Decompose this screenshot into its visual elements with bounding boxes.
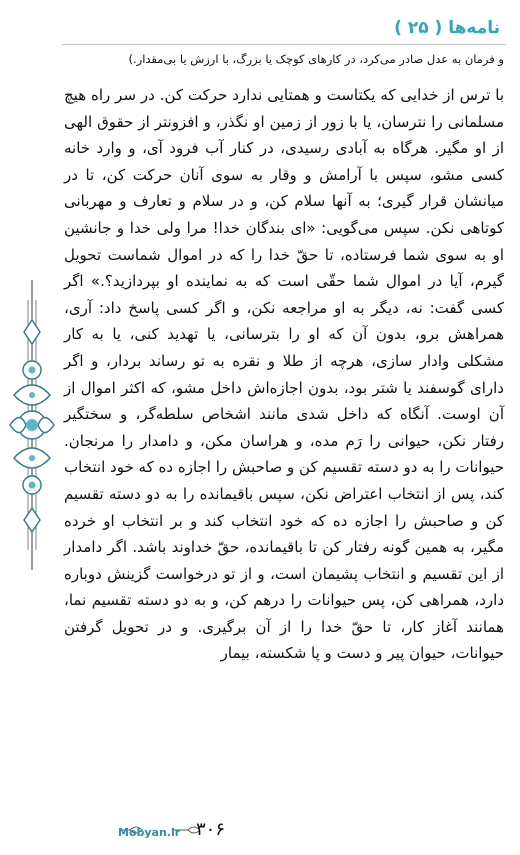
page-footer (0, 809, 520, 849)
margin-ornament-icon (4, 280, 60, 570)
site-watermark: Mobyan.ir (118, 826, 181, 839)
main-text (64, 82, 504, 804)
chapter-title: نامه‌ها ( ۲۵ ) (394, 18, 500, 38)
page-header (62, 6, 506, 45)
page-number: ۳۰۶ (196, 819, 226, 840)
preceding-note: و فرمان به عدل صادر می‌کرد، در کارهای کوچک یا بزرگ، با ارزش یا بی‌مقدار.) (128, 52, 504, 66)
main-paragraph: با ترس از خدایی که یکتاست و همتایی ندارد حرکت کن. در سر راه هیچ مسلمانی را نترسان، یا با زور از زمین او نگذر، و افزونتر از حقوق الهی از او مگیر. هرگاه به آبادی رسیدی، در کنار آب فرود آی، و وارد خانه کسی مشو، سپس با آرامش و وقار به سوی آنان حرکت کن، تا در میانشان قرار گیری؛ به آنها سلام کن، و در سلام و تعارف و مهربانی کوتاهی نکن. سپس می‌گویی: «ای بندگان خدا! مرا ولی خدا و جانشین او به سوی شما فرستاده، تا حقّ خدا را که در اموال شماست تحویل گیرم، آیا در اموال شما حقّی است که به نماینده او بپردازید؟.» اگر کسی گفت: نه، دیگر به او مراجعه نکن، و اگر کسی پاسخ داد: آری، همراهش برو، بدون آن که او را بترسانی، یا تهدید کنی، یا به کار مشکلی وادار سازی، هرچه از طلا و نقره به تو رساند بردار، و اگر دارای گوسفند یا شتر بود، بدون اجازه‌اش داخل مشو، که اکثر اموال از آن اوست. آنگاه که داخل شدی مانند اشخاص سلطه‌گر، و سختگیر رفتار نکن، حیوانی را رَم مده، و هراسان مکن، و دامدار را مرنجان. حیوانات را به دو دسته تقسیم کن و صاحبش را اجازه ده که خود انتخاب کند، پس از انتخاب اعتراض نکن، سپس باقیمانده را به دو دسته تقسیم کن و صاحبش را اجازه ده که خود انتخاب کند و بر انتخاب او خرده مگیر، به همین گونه رفتار کن تا باقیمانده، حقّ خداوند باشد. اگر دامدار از این تقسیم و انتخاب پشیمان است، و از تو درخواست گزینش دوباره دارد، همراهی کن، پس حیوانات را درهم کن، و به دو دسته تقسیم نما، همانند آغاز کار، تا حقّ خدا را از آن برگیری. و در تحویل گرفتن حیوانات، حیوان پیر و دست و پا شکسته، بیمار (64, 86, 504, 663)
